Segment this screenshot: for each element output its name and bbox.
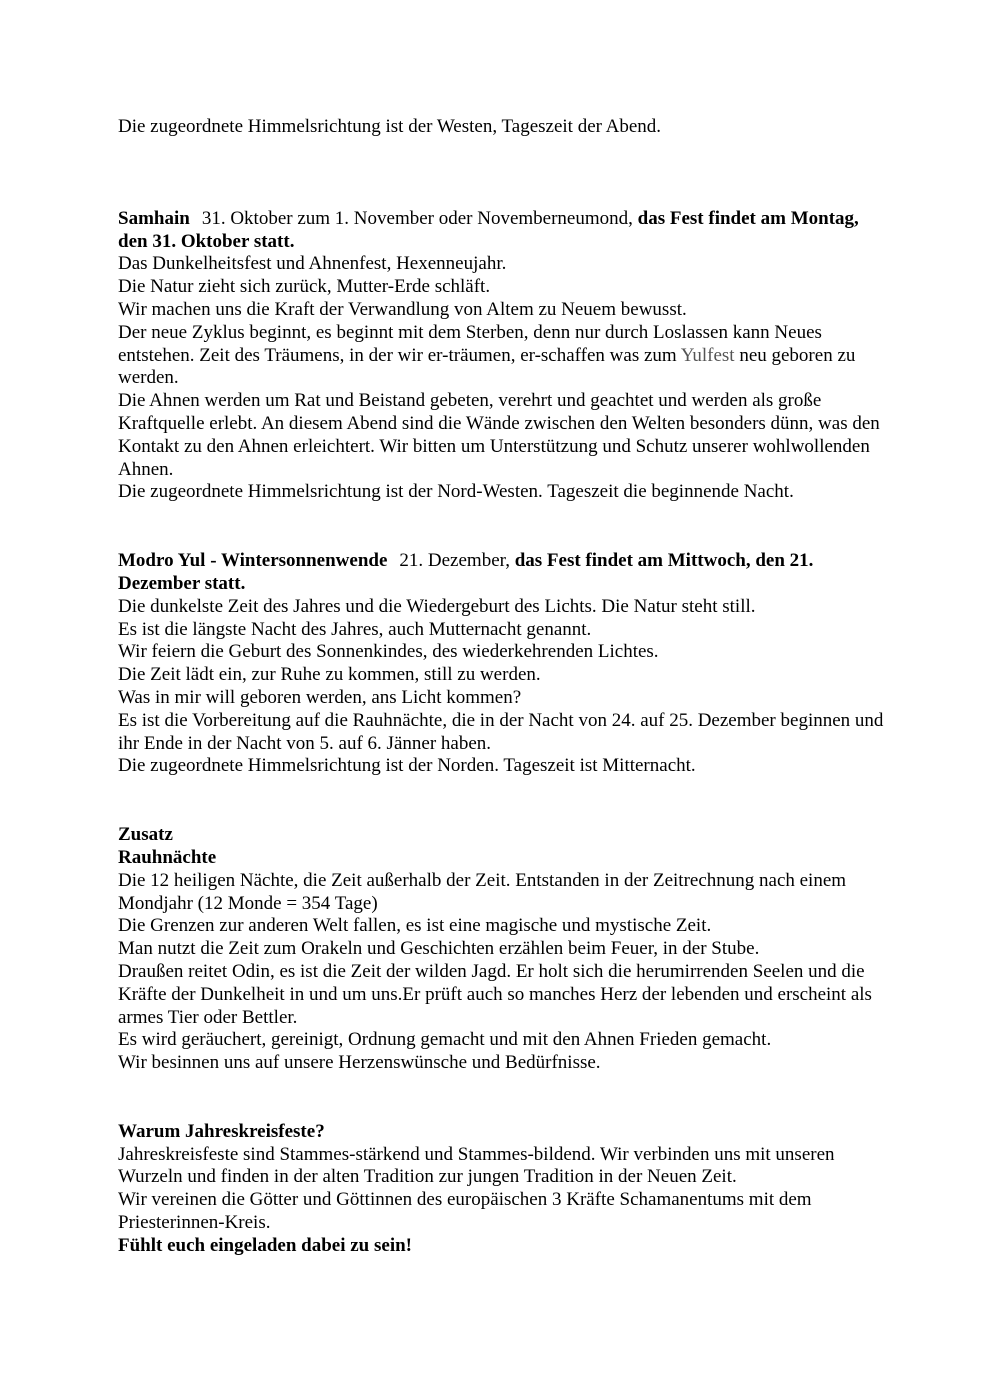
- warum-paragraph: Jahreskreisfeste sind Stammes-stärkend und Stammes-bildend. Wir verbinden uns mit unseren Wurzeln und finden in der alten Tradition zur jungen Tradition in der Neuen Zeit.: [118, 1143, 835, 1188]
- samhain-title: Samhain: [118, 207, 190, 229]
- yulfest-text: Yulfest: [680, 344, 735, 366]
- zusatz-line: Die Grenzen zur anderen Welt fallen, es ist eine magische und mystische Zeit.: [118, 915, 712, 937]
- yul-line: Die Zeit lädt ein, zur Ruhe zu kommen, still zu werden.: [118, 664, 541, 686]
- yul-date-bold: das Fest findet am Mittwoch, den 21. Dezember statt.: [118, 550, 814, 594]
- samhain-paragraph-zyklus: Der neue Zyklus beginnt, es beginnt mit dem Sterben, denn nur durch Loslassen kann Neues entstehen. Zeit des Träumens, in der wir er-träumen, er-schaffen was zum Yulfest neu geboren zu werden.: [118, 321, 856, 389]
- samhain-line: Wir machen uns die Kraft der Verwandlung von Altem zu Neuem bewusst.: [118, 298, 687, 320]
- zusatz-line: Es wird geräuchert, gereinigt, Ordnung gemacht und mit den Ahnen Frieden gemacht.: [118, 1029, 772, 1051]
- samhain-paragraph-ahnen: Die Ahnen werden um Rat und Beistand gebeten, verehrt und geachtet und werden als große Kraftquelle erlebt. An diesem Abend sind die Wände zwischen den Welten besonders dünn, was den Kontakt zu den Ahnen erleichtert. Wir bitten um Unterstützung und Schutz unserer wohlwollenden Ahnen.: [118, 390, 880, 480]
- zusatz-line: Wir besinnen uns auf unsere Herzenswünsche und Bedürfnisse.: [118, 1052, 601, 1074]
- yul-heading: [118, 550, 888, 596]
- yul-paragraph-rauhnaechte: Es ist die Vorbereitung auf die Rauhnächte, die in der Nacht von 24. auf 25. Dezember beginnen und ihr Ende in der Nacht von 5. auf 6. Jänner haben.: [118, 709, 884, 754]
- warum-title: Warum Jahreskreisfeste?: [118, 1120, 325, 1142]
- yul-line: Wir feiern die Geburt des Sonnenkindes, des wiederkehrenden Lichtes.: [118, 641, 659, 663]
- yul-line: Die dunkelste Zeit des Jahres und die Wiedergeburt des Lichts. Die Natur steht still.: [118, 595, 756, 617]
- intro-line: Die zugeordnete Himmelsrichtung ist der Westen, Tageszeit der Abend.: [118, 116, 662, 137]
- samhain-line: Die Natur zieht sich zurück, Mutter-Erde schläft.: [118, 276, 491, 298]
- yul-date: 21. Dezember,: [399, 550, 510, 572]
- zusatz-paragraph: Die 12 heiligen Nächte, die Zeit außerhalb der Zeit. Entstanden in der Zeitrechnung nach einem Mondjahr (12 Monde = 354 Tage): [118, 869, 847, 914]
- zusatz-subtitle: Rauhnächte: [118, 846, 217, 868]
- section-zusatz: [118, 824, 888, 1075]
- yul-direction: Die zugeordnete Himmelsrichtung ist der Norden. Tageszeit ist Mitternacht.: [118, 755, 696, 777]
- zusatz-title: Zusatz: [118, 824, 173, 846]
- yul-line: Was in mir will geboren werden, ans Licht kommen?: [118, 686, 522, 708]
- samhain-heading: [118, 208, 888, 254]
- section-samhain: [118, 208, 888, 504]
- zusatz-line: Man nutzt die Zeit zum Orakeln und Geschichten erzählen beim Feuer, in der Stube.: [118, 938, 760, 960]
- samhain-direction: Die zugeordnete Himmelsrichtung ist der Nord-Westen. Tageszeit die beginnende Nacht.: [118, 481, 794, 503]
- zusatz-paragraph-odin: Draußen reitet Odin, es ist die Zeit der wilden Jagd. Er holt sich die herumirrenden Seelen und die Kräfte der Dunkelheit in und um uns.Er prüft auch so manches Herz der lebenden und erscheint als armes Tier oder Bettler.: [118, 960, 872, 1028]
- warum-paragraph: Wir vereinen die Götter und Göttinnen des europäischen 3 Kräfte Schamanentums mit dem Priesterinnen-Kreis.: [118, 1189, 812, 1234]
- section-warum: [118, 1121, 888, 1258]
- section-modro-yul: [118, 550, 888, 778]
- samhain-date: 31. Oktober zum 1. November oder Novemberneumond,: [201, 207, 633, 229]
- warum-closing: Fühlt euch eingeladen dabei zu sein!: [118, 1234, 412, 1256]
- document-page: [118, 116, 888, 1258]
- samhain-date-bold: das Fest findet am Montag, den 31. Oktober statt.: [118, 207, 859, 252]
- yul-line: Es ist die längste Nacht des Jahres, auch Mutternacht genannt.: [118, 618, 592, 640]
- yul-title: Modro Yul - Wintersonnenwende: [118, 550, 388, 572]
- samhain-line: Das Dunkelheitsfest und Ahnenfest, Hexenneujahr.: [118, 253, 507, 275]
